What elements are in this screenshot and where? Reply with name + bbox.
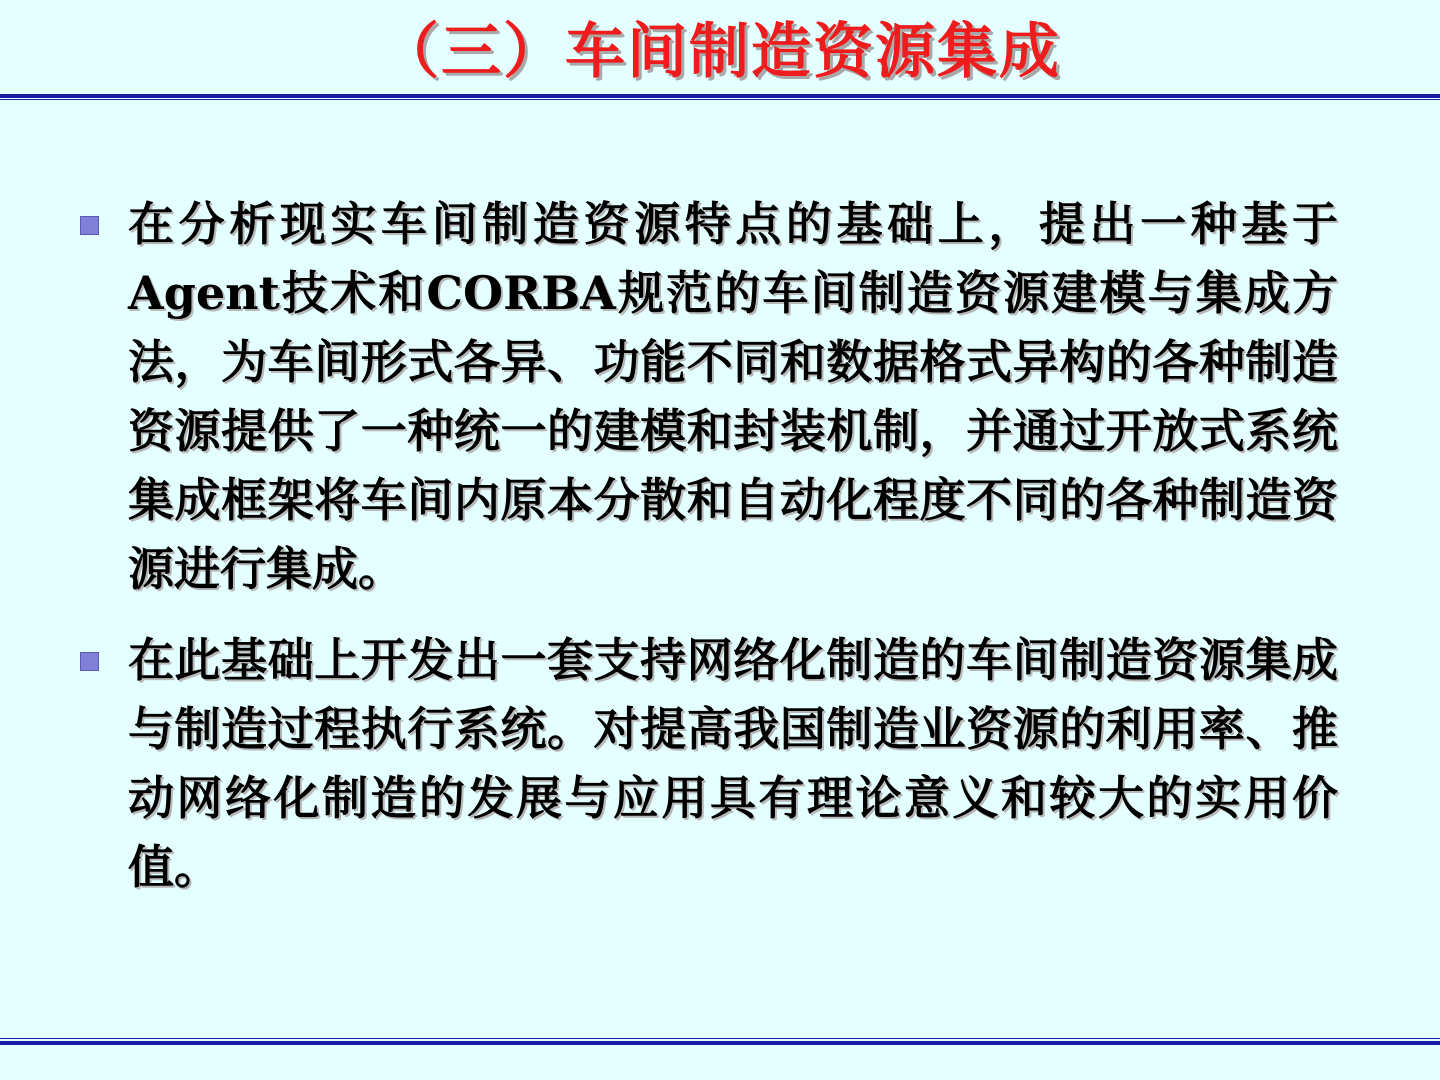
square-bullet-icon	[80, 216, 99, 235]
bullet-item	[0, 190, 1440, 604]
square-bullet-icon	[80, 652, 99, 671]
bullet-list	[0, 190, 1440, 924]
bullet-text: 在此基础上开发出一套支持网络化制造的车间制造资源集成与制造过程执行系统。对提高我国制造业资源的利用率、推动网络化制造的发展与应用具有理论意义和较大的实用价值。	[128, 633, 1338, 894]
slide-title: （三）车间制造资源集成	[379, 17, 1061, 87]
footer-divider	[0, 1038, 1440, 1046]
bullet-text: 在分析现实车间制造资源特点的基础上，提出一种基于Agent技术和CORBA规范的车间制造资源建模与集成方法，为车间形式各异、功能不同和数据格式异构的各种制造资源提供了一种统一的建模和封装机制，并通过开放式系统集成框架将车间内原本分散和自动化程度不同的各种制造资源进行集成。	[128, 197, 1338, 596]
title-divider	[0, 94, 1440, 101]
bullet-item	[0, 626, 1440, 902]
